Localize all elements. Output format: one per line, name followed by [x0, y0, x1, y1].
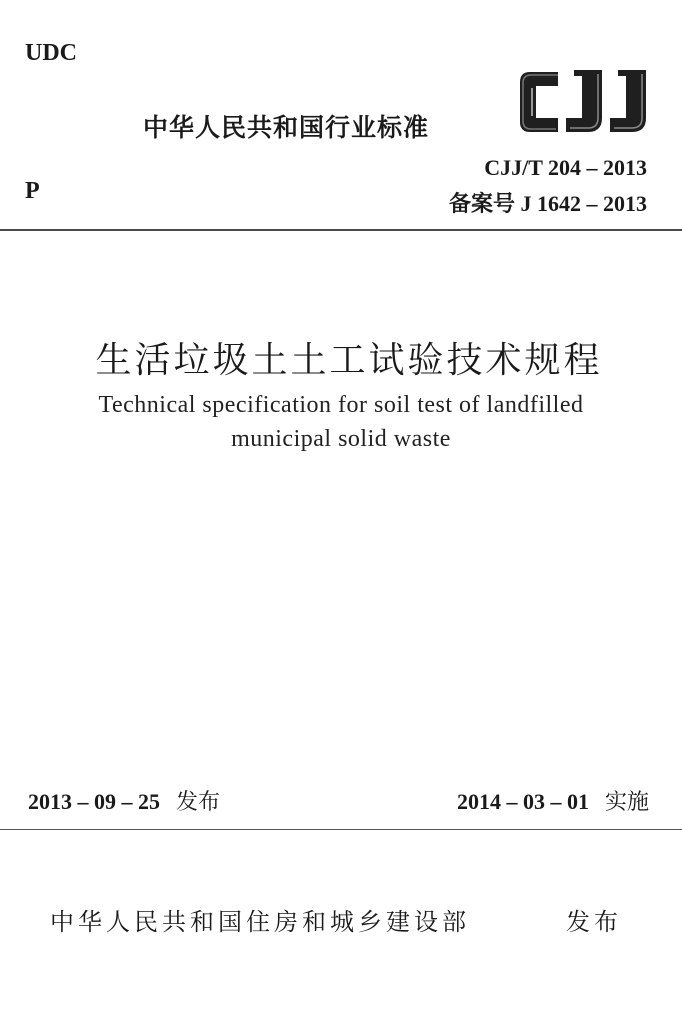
cjj-logo-letter-j1	[566, 70, 602, 132]
udc-label: UDC	[25, 40, 77, 66]
implementation-date: 2014 – 03 – 01	[456, 789, 589, 814]
title-english-line2: municipal solid waste	[231, 426, 451, 452]
category-code: P	[25, 178, 40, 204]
cjj-logo	[516, 66, 650, 138]
publisher-name: 中华人民共和国住房和城乡建设部	[50, 908, 470, 936]
cjj-logo-letter-j2	[610, 70, 646, 132]
top-divider	[0, 229, 682, 231]
title-english-line1: Technical specification for soil test of landfilled	[98, 392, 584, 418]
filing-number: 备案号 J 1642 – 2013	[448, 191, 647, 216]
bottom-divider	[0, 829, 682, 830]
standard-code: CJJ/T 204 – 2013	[484, 155, 647, 180]
industry-standard-label: 中华人民共和国行业标准	[143, 113, 430, 142]
issue-verb: 发布	[176, 790, 221, 815]
implementation-date-block	[457, 785, 649, 816]
title-chinese: 生活垃圾土土工试验技术规程	[95, 340, 603, 380]
cjj-logo-letter-c	[520, 72, 558, 132]
issue-date: 2013 – 09 – 25	[28, 789, 160, 814]
title-english	[0, 388, 682, 456]
publisher-verb: 发布	[566, 908, 622, 936]
issue-date-block	[28, 785, 220, 816]
implementation-verb: 实施	[604, 790, 649, 815]
